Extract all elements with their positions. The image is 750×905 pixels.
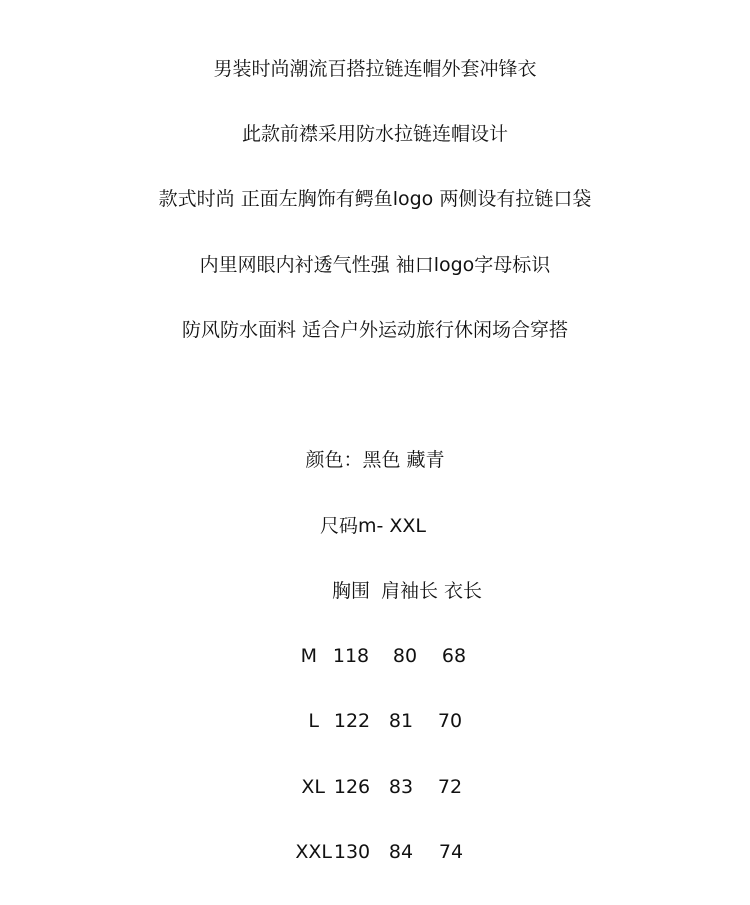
header-sleeve-length: 肩袖长 <box>381 580 439 602</box>
table-row <box>0 709 750 733</box>
sleeve-cell: 83 <box>388 776 414 798</box>
length-cell: 72 <box>437 776 463 798</box>
table-row <box>0 840 750 864</box>
description-line: 此款前襟采用防水拉链连帽设计 <box>241 123 508 145</box>
table-row <box>0 644 750 668</box>
sleeve-cell: 84 <box>388 841 414 863</box>
size-range: 尺码m- XXL <box>319 515 427 537</box>
description-line-title: 男装时尚潮流百搭拉链连帽外套冲锋衣 <box>213 58 537 80</box>
chest-cell: 118 <box>332 645 370 667</box>
length-cell: 70 <box>437 710 463 732</box>
size-cell: XL <box>301 776 325 798</box>
header-chest: 胸围 <box>332 580 371 602</box>
size-cell: L <box>308 710 319 732</box>
chest-cell: 130 <box>333 841 371 863</box>
description-line: 款式时尚 正面左胸饰有鳄鱼logo 两侧设有拉链口袋 <box>158 188 592 210</box>
description-line: 内里网眼内衬透气性强 袖口logo字母标识 <box>199 254 551 276</box>
table-row <box>0 775 750 799</box>
size-cell: XXL <box>295 841 332 863</box>
color-options: 颜色：黑色 藏青 <box>305 449 445 471</box>
size-cell: M <box>300 645 317 667</box>
description-line: 防风防水面料 适合户外运动旅行休闲场合穿搭 <box>181 319 569 341</box>
chest-cell: 126 <box>333 776 371 798</box>
length-cell: 74 <box>438 841 464 863</box>
size-table-header <box>0 579 750 603</box>
chest-cell: 122 <box>333 710 371 732</box>
sleeve-cell: 80 <box>392 645 418 667</box>
length-cell: 68 <box>441 645 467 667</box>
sleeve-cell: 81 <box>388 710 414 732</box>
header-body-length: 衣长 <box>444 580 483 602</box>
